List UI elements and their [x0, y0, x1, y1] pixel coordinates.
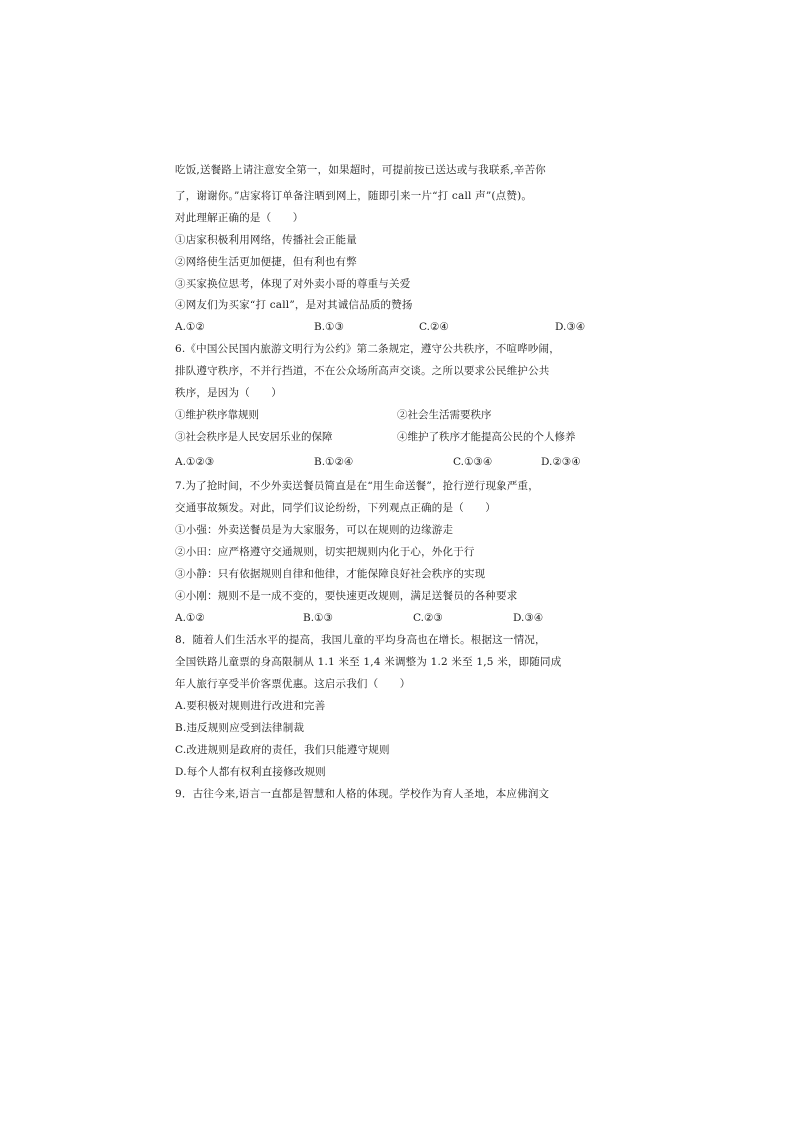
q8-text-line-1: 8．随着人们生活水平的提高，我国儿童的平均身高也在增长。根据这一情况，	[175, 634, 546, 646]
q6-text-line-2: 排队遵守秩序，不并行挡道，不在公众场所高声交谈。之所以要求公民维护公共	[175, 365, 550, 377]
q5-option-d: D.③④	[555, 321, 586, 333]
q5-text-line-2: 了，谢谢你。”店家将订单备注晒到网上，随即引来一片“打 call 声”(点赞)。	[175, 190, 533, 202]
q6-option-c: C.①③④	[453, 456, 493, 468]
q6-text-line-1: 6.《中国公民国内旅游文明行为公约》第二条规定，遵守公共秩序，不喧哗吵闹，	[175, 343, 560, 355]
q5-question-prompt: 对此理解正确的是（ ）	[175, 212, 304, 224]
q6-statement-3: ③社会秩序是人民安居乐业的保障	[175, 431, 333, 443]
q8-text-line-2: 全国铁路儿童票的身高限制从 1.1 米至 1,4 米调整为 1.2 米至 1,5 米，即随同成	[175, 656, 562, 668]
q5-statement-3: ③买家换位思考，体现了对外卖小哥的尊重与关爱	[175, 278, 411, 290]
q7-option-c: C.②③	[413, 612, 443, 624]
q6-option-a: A.①②③	[175, 456, 215, 468]
q6-option-b: B.①②④	[314, 456, 354, 468]
q8-option-c: C.改进规则是政府的责任，我们只能遵守规则	[175, 744, 390, 756]
q8-option-d: D.每个人都有权利直接修改规则	[175, 766, 326, 778]
q5-option-c: C.②④	[419, 321, 449, 333]
q7-text-line-1: 7.为了抢时间，不少外卖送餐员简直是在“用生命送餐”，抢行逆行现象严重，	[175, 480, 539, 492]
q7-option-b: B.①③	[303, 612, 333, 624]
q9-text-line-1: 9．古往今来,语言一直都是智慧和人格的体现。学校作为育人圣地，本应佛润文	[175, 788, 550, 800]
q5-statement-1: ①店家积极利用网络，传播社会正能量	[175, 234, 357, 246]
q8-question-prompt: 年人旅行享受半价客票优惠。这启示我们（ ）	[175, 678, 411, 690]
q6-statement-2: ②社会生活需要秩序	[397, 409, 492, 421]
q7-option-a: A.①②	[175, 612, 205, 624]
q7-question-prompt: 交通事故频发。对此，同学们议论纷纷，下列观点正确的是（ ）	[175, 502, 496, 514]
q6-statement-1: ①维护秩序靠规则	[175, 409, 259, 421]
q6-option-d: D.②③④	[541, 456, 581, 468]
q7-statement-2: ②小田：应严格遵守交通规则，切实把规则内化于心，外化于行	[175, 546, 475, 558]
q6-question-prompt: 秩序，是因为（ ）	[175, 387, 282, 399]
q7-statement-3: ③小静：只有依据规则自律和他律，才能保障良好社会秩序的实现	[175, 568, 486, 580]
q6-statement-4: ④维护了秩序才能提高公民的个人修养	[397, 431, 576, 443]
q5-statement-4: ④网友们为买家“打 call”，是对其诚信品质的赞扬	[175, 299, 413, 311]
q7-statement-1: ①小强：外卖送餐员是为大家服务，可以在规则的边缘游走	[175, 524, 454, 536]
q5-text-line-1: 吃饭,送餐路上请注意安全第一，如果超时，可提前按已送达或与我联系,辛苦你	[175, 164, 546, 176]
q5-option-a: A.①②	[175, 321, 205, 333]
q7-option-d: D.③④	[513, 612, 544, 624]
q7-statement-4: ④小刚：规则不是一成不变的，要快速更改规则，满足送餐员的各种要求	[175, 590, 518, 602]
q5-statement-2: ②网络使生活更加便捷，但有利也有弊	[175, 256, 357, 268]
q8-option-a: A.要积极对规则进行改进和完善	[175, 700, 326, 712]
q5-option-b: B.①③	[314, 321, 344, 333]
q8-option-b: B.违反规则应受到法律制裁	[175, 722, 305, 734]
